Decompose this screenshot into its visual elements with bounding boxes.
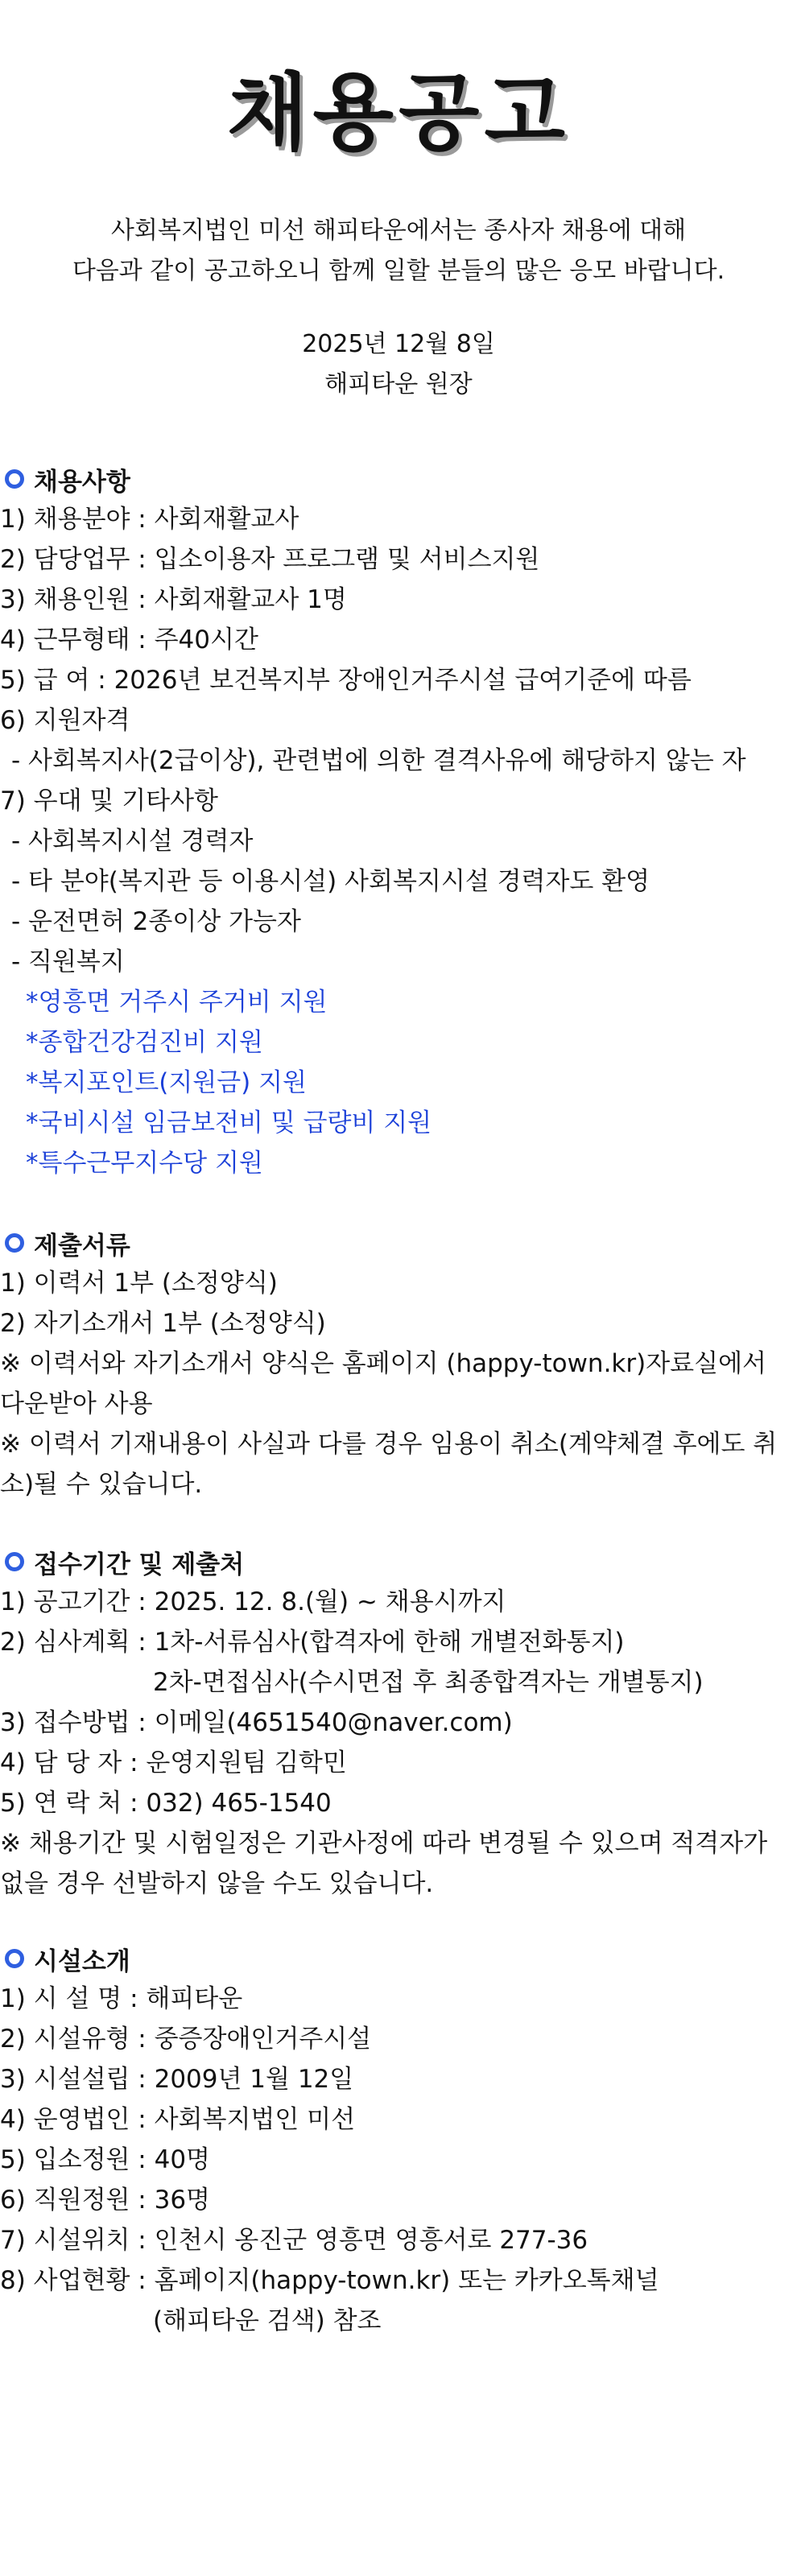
list-item: 1) 시 설 명 : 해피타운 bbox=[0, 1984, 243, 2013]
section-facility bbox=[0, 1938, 797, 2341]
list-item: 1) 이력서 1부 (소정양식) bbox=[0, 1269, 278, 1298]
notice-date: 2025년 12월 8일 bbox=[302, 330, 495, 358]
list-item: 2차-면접심사(수시면접 후 최종합격자는 개별통지) bbox=[153, 1668, 704, 1697]
ring-bullet-icon bbox=[5, 1949, 24, 1968]
list-item: 3) 접수방법 : 이메일(4651540@naver.com) bbox=[0, 1708, 513, 1737]
list-item: 5) 급 여 : 2026년 보건복지부 장애인거주시설 급여기준에 따름 bbox=[0, 666, 692, 695]
list-item: - 운전면허 2종이상 가능자 bbox=[11, 907, 301, 936]
benefit-item: *특수근무지수당 지원 bbox=[26, 1149, 263, 1178]
note-text: ※ 이력서와 자기소개서 양식은 홈페이지 (happy-town.kr)자료실에서 다운받아 사용 bbox=[0, 1349, 766, 1418]
benefit-item: *국비시설 임금보전비 및 급량비 지원 bbox=[26, 1108, 432, 1137]
section-reception bbox=[0, 1542, 797, 1904]
list-item: 1) 채용분야 : 사회재활교사 bbox=[0, 505, 299, 534]
list-item: - 사회복지사(2급이상), 관련법에 의한 결격사유에 해당하지 않는 자 bbox=[11, 746, 746, 775]
list-item: (해피타운 검색) 참조 bbox=[153, 2306, 382, 2335]
benefit-item: *복지포인트(지원금) 지원 bbox=[26, 1068, 308, 1097]
signer: 해피타운 원장 bbox=[324, 370, 473, 398]
list-item: 8) 사업현황 : 홈페이지(happy-town.kr) 또는 카카오톡채널 bbox=[0, 2266, 659, 2295]
list-item: 4) 근무형태 : 주40시간 bbox=[0, 625, 258, 654]
list-item: 5) 입소정원 : 40명 bbox=[0, 2145, 210, 2174]
section-heading: 시설소개 bbox=[0, 1938, 797, 1979]
date-block bbox=[0, 324, 797, 405]
ring-bullet-icon bbox=[5, 469, 24, 489]
list-item: 6) 지원자격 bbox=[0, 706, 130, 735]
page-title: 채용공고 bbox=[227, 64, 570, 162]
list-item: 7) 시설위치 : 인천시 옹진군 영흥면 영흥서로 277-36 bbox=[0, 2226, 588, 2255]
list-item: - 타 분야(복지관 등 이용시설) 사회복지시설 경력자도 환영 bbox=[11, 867, 650, 896]
list-item: 6) 직원정원 : 36명 bbox=[0, 2186, 210, 2215]
note-text: ※ 채용기간 및 시험일정은 기관사정에 따라 변경될 수 있으며 적격자가 없을 경우 선발하지 않을 수도 있습니다. bbox=[0, 1829, 768, 1898]
intro-text bbox=[0, 211, 797, 291]
list-item: 2) 시설유형 : 중증장애인거주시설 bbox=[0, 2025, 372, 2054]
list-item: 1) 공고기간 : 2025. 12. 8.(월) ~ 채용시까지 bbox=[0, 1587, 506, 1616]
list-item: 2) 심사계획 : 1차-서류심사(합격자에 한해 개별전화통지) bbox=[0, 1628, 625, 1657]
list-item: 3) 시설설립 : 2009년 1월 12일 bbox=[0, 2065, 354, 2094]
list-item: 2) 담당업무 : 입소이용자 프로그램 및 서비스지원 bbox=[0, 545, 540, 574]
list-item: 2) 자기소개서 1부 (소정양식) bbox=[0, 1309, 326, 1338]
intro-line-1: 사회복지법인 미선 해피타운에서는 종사자 채용에 대해 bbox=[110, 217, 687, 245]
ring-bullet-icon bbox=[5, 1233, 24, 1253]
list-item: 5) 연 락 처 : 032) 465-1540 bbox=[0, 1789, 332, 1818]
benefit-item: *종합건강검진비 지원 bbox=[26, 1028, 263, 1057]
section-heading: 제출서류 bbox=[0, 1223, 797, 1263]
list-item: 4) 운영법인 : 사회복지법인 미선 bbox=[0, 2105, 356, 2134]
ring-bullet-icon bbox=[5, 1552, 24, 1571]
section-documents bbox=[0, 1223, 797, 1505]
list-item: - 사회복지시설 경력자 bbox=[11, 827, 254, 856]
section-heading: 접수기간 및 제출처 bbox=[0, 1542, 797, 1582]
list-item: 4) 담 당 자 : 운영지원팀 김학민 bbox=[0, 1748, 347, 1777]
list-item: 7) 우대 및 기타사항 bbox=[0, 786, 219, 815]
intro-line-2: 다음과 같이 공고하오니 함께 일할 분들의 많은 응모 바랍니다. bbox=[72, 257, 725, 285]
section-recruit bbox=[0, 459, 797, 1183]
list-item: 3) 채용인원 : 사회재활교사 1명 bbox=[0, 585, 347, 614]
section-heading: 채용사항 bbox=[0, 459, 797, 499]
note-text: ※ 이력서 기재내용이 사실과 다를 경우 임용이 취소(계약체결 후에도 취소)될 수 있습니다. bbox=[0, 1430, 778, 1499]
list-item: - 직원복지 bbox=[11, 947, 125, 976]
benefit-item: *영흥면 거주시 주거비 지원 bbox=[26, 988, 328, 1017]
